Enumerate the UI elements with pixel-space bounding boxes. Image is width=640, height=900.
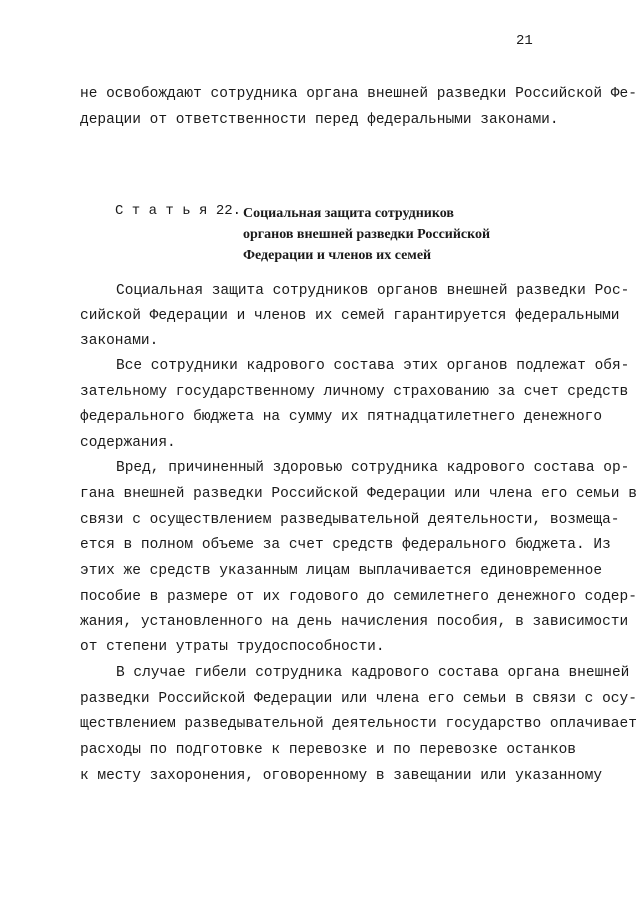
paragraph-line: зательному государственному личному страхованию за счет средств [80, 384, 629, 400]
paragraph-line: федерального бюджета на сумму их пятнадцатилетнего денежного [80, 409, 603, 425]
article-title-line: органов внешней разведки Российской [243, 227, 491, 242]
intro-line: не освобождают сотрудника органа внешней разведки Российской Фе- [80, 86, 637, 102]
paragraph-line: от степени утраты трудоспособности. [80, 639, 385, 655]
paragraph-line: содержания. [80, 435, 176, 451]
paragraph-line: этих же средств указанным лицам выплачивается единовременное [80, 563, 603, 579]
paragraph-line: жания, установленного на день начисления пособия, в зависимости [80, 614, 629, 630]
paragraph-line: ществлением разведывательной деятельности государство оплачивает [80, 716, 637, 732]
page-number: 21 [516, 33, 533, 49]
paragraph-line: расходы по подготовке к перевозке и по перевозке останков [80, 742, 576, 758]
paragraph-line: связи с осуществлением разведывательной деятельности, возмеща- [80, 512, 620, 528]
paragraph-line: пособие в размере от их годового до семилетнего денежного содер- [80, 589, 637, 605]
paragraph-line: гана внешней разведки Российской Федерации или члена его семьи в [80, 486, 637, 502]
paragraph-line: Вред, причиненный здоровью сотрудника кадрового состава ор- [116, 460, 630, 476]
article-title-line: Социальная защита сотрудников [243, 206, 454, 221]
paragraph-line: законами. [80, 333, 159, 349]
article-title-line: Федерации и членов их семей [243, 248, 432, 263]
intro-line: дерации от ответственности перед федеральными законами. [80, 112, 559, 128]
paragraph-line: Социальная защита сотрудников органов внешней разведки Рос- [116, 283, 630, 299]
paragraph-line: разведки Российской Федерации или члена его семьи в связи с осу- [80, 691, 637, 707]
paragraph-line: к месту захоронения, оговоренному в завещании или указанному [80, 768, 603, 784]
paragraph-line: В случае гибели сотрудника кадрового состава органа внешней [116, 665, 630, 681]
paragraph-line: Все сотрудники кадрового состава этих органов подлежат обя- [116, 358, 630, 374]
article-label: С т а т ь я 22. [115, 203, 242, 219]
paragraph-line: сийской Федерации и членов их семей гарантируется федеральными [80, 308, 620, 324]
paragraph-line: ется в полном объеме за счет средств федерального бюджета. Из [80, 537, 611, 553]
